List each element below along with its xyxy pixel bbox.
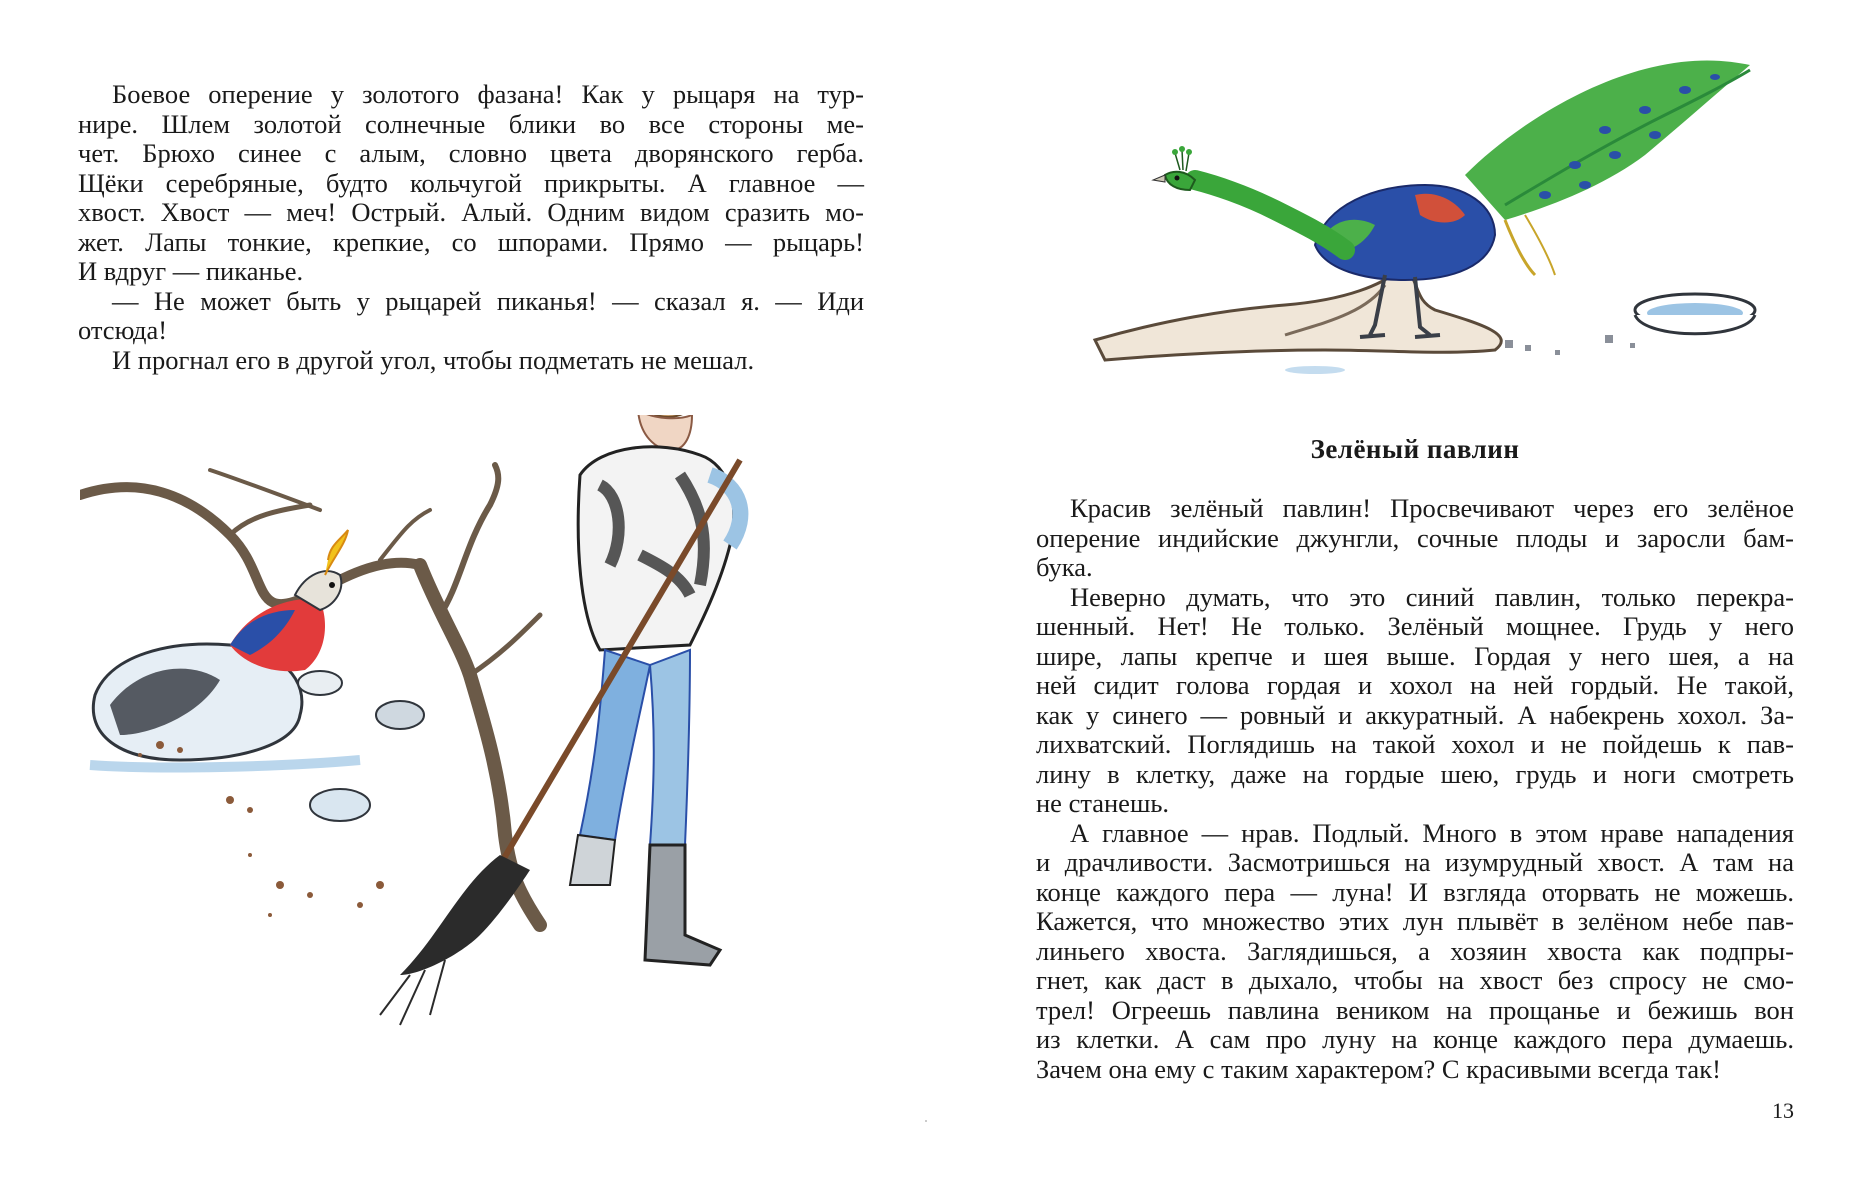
text-line: оперение индийские джунгли, сочные плоды и заросли бам- (1036, 522, 1794, 553)
text-line: Щёки серебряные, будто кольчугой прикрыты. А главное — (78, 167, 864, 198)
text-line: И вдруг — пиканье. (78, 256, 304, 286)
text-line: лину в клетку, даже на гордые шею, грудь и ноги смотреть (1036, 758, 1794, 789)
left-page (0, 0, 925, 1198)
text-line: и драчливости. Засмотришься на изумрудный хвост. А там на (1036, 847, 1794, 877)
paragraph (78, 80, 864, 287)
text-line: И прогнал его в другой угол, чтобы подметать не мешал. (112, 344, 755, 375)
text-line: гнет, как даст в дыхало, чтобы на хвост без спросу не смо- (1036, 965, 1794, 995)
green-peacock-illustration (1085, 35, 1785, 385)
peacock-tail (1465, 61, 1750, 275)
gutter-mark (925, 1120, 927, 1122)
text-line: линьего хвоста. Заглядишься, а хозяин хвоста как подпры- (1036, 935, 1794, 966)
text-line: жет. Лапы тонкие, крепкие, со шпорами. Прямо — рыцарь! (78, 226, 864, 257)
boy-sweeping-illustration (80, 415, 880, 1115)
text-line: ней сидит голова гордая и хохол на ней гордый. Не такой, (1036, 670, 1794, 700)
text-line: не станешь. (1036, 788, 1170, 818)
text-line: как у синего — ровный и аккуратный. А набекрень хохол. За- (1036, 699, 1794, 730)
left-page-text (78, 80, 864, 375)
text-line: Кажется, что множество этих лун плывёт в зелёном небе пав- (1036, 906, 1794, 936)
right-page (925, 0, 1851, 1198)
text-line: нире. Шлем золотой солнечные блики во все стороны ме- (78, 108, 864, 139)
chapter-heading: Зелёный павлин (1310, 434, 1520, 464)
text-line: Зачем она ему с таким характером? С красивыми всегда так! (1036, 1053, 1721, 1084)
paragraph (1036, 819, 1794, 1085)
peacock-branch (1095, 265, 1501, 374)
text-line: Красив зелёный павлин! Просвечивают через его зелёное (1070, 493, 1794, 523)
text-line: конце каждого пера — луна! И взгляда оторвать не можешь. (1036, 876, 1794, 907)
paragraph (78, 287, 864, 346)
text-line: бука. (1036, 552, 1093, 582)
text-line: — Не может быть у рыцарей пиканья! — сказал я. — Иди (112, 285, 864, 316)
text-line: А главное — нрав. Подлый. Много в этом нраве нападения (1070, 817, 1794, 848)
peacock-body (1153, 146, 1495, 280)
text-line: Неверно думать, что это синий павлин, только перекра- (1070, 581, 1794, 612)
text-line: шенный. Нет! Не только. Зелёный мощнее. Грудь у него (1036, 611, 1794, 641)
paragraph (78, 346, 864, 376)
page-number: 13 (1772, 1098, 1794, 1123)
large-stone (90, 644, 424, 821)
text-line: лихватский. Поглядишь на такой хохол и не пойдешь к пав- (1036, 729, 1794, 759)
paragraph (1036, 583, 1794, 819)
text-line: Боевое оперение у золотого фазана! Как у рыцаря на тур- (112, 79, 864, 109)
paragraph (1036, 494, 1794, 583)
text-line: отсюда! (78, 315, 168, 345)
text-line: трел! Огреешь павлина веником на прощанье и бежишь вон (1036, 994, 1794, 1025)
text-line: чет. Брюхо синее с алым, словно цвета дворянского герба. (78, 138, 864, 168)
text-line: шире, лапы крепче и шея выше. Гордая у него шея, а на (1036, 640, 1794, 671)
text-line: хвост. Хвост — меч! Острый. Алый. Одним видом сразить мо- (78, 197, 864, 227)
right-page-text (1036, 494, 1794, 1084)
ground-pebbles (1505, 335, 1635, 355)
text-line: из клетки. А сам про луну на конце каждого пера думаешь. (1036, 1024, 1794, 1054)
water-bowl (1635, 294, 1755, 334)
